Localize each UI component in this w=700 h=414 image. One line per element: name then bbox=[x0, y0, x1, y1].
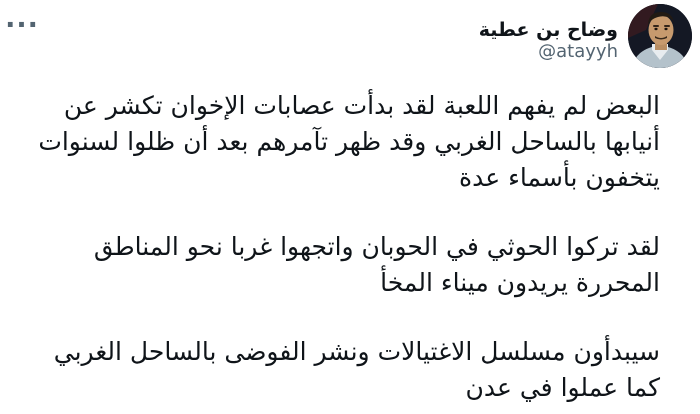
author-name[interactable]: وضاح بن عطية bbox=[478, 19, 618, 41]
author-handle[interactable]: @atayyh bbox=[538, 41, 618, 62]
tweet-paragraph-1: البعض لم يفهم اللعبة لقد بدأت عصابات الإخوان تكشر عن أنيابها بالساحل الغربي وقد ظهر تآمرهم بعد أن ظلوا لسنوات يتخفون بأسماء عدة bbox=[38, 91, 660, 192]
tweet-paragraph-3: سيبدأون مسلسل الاغتيالات ونشر الفوضى بالساحل الغربي كما عملوا في عدن bbox=[53, 337, 660, 402]
more-options-button[interactable] bbox=[4, 12, 40, 48]
tweet-paragraph-2: لقد تركوا الحوثي في الحوبان واتجهوا غربا نحو المناطق المحررة يريدون ميناء المخأ bbox=[93, 232, 660, 297]
avatar[interactable] bbox=[628, 4, 692, 68]
tweet-text bbox=[14, 88, 660, 406]
profile-photo-icon bbox=[628, 4, 692, 68]
ellipsis-icon: ··· bbox=[5, 10, 39, 41]
author-block bbox=[479, 19, 618, 62]
